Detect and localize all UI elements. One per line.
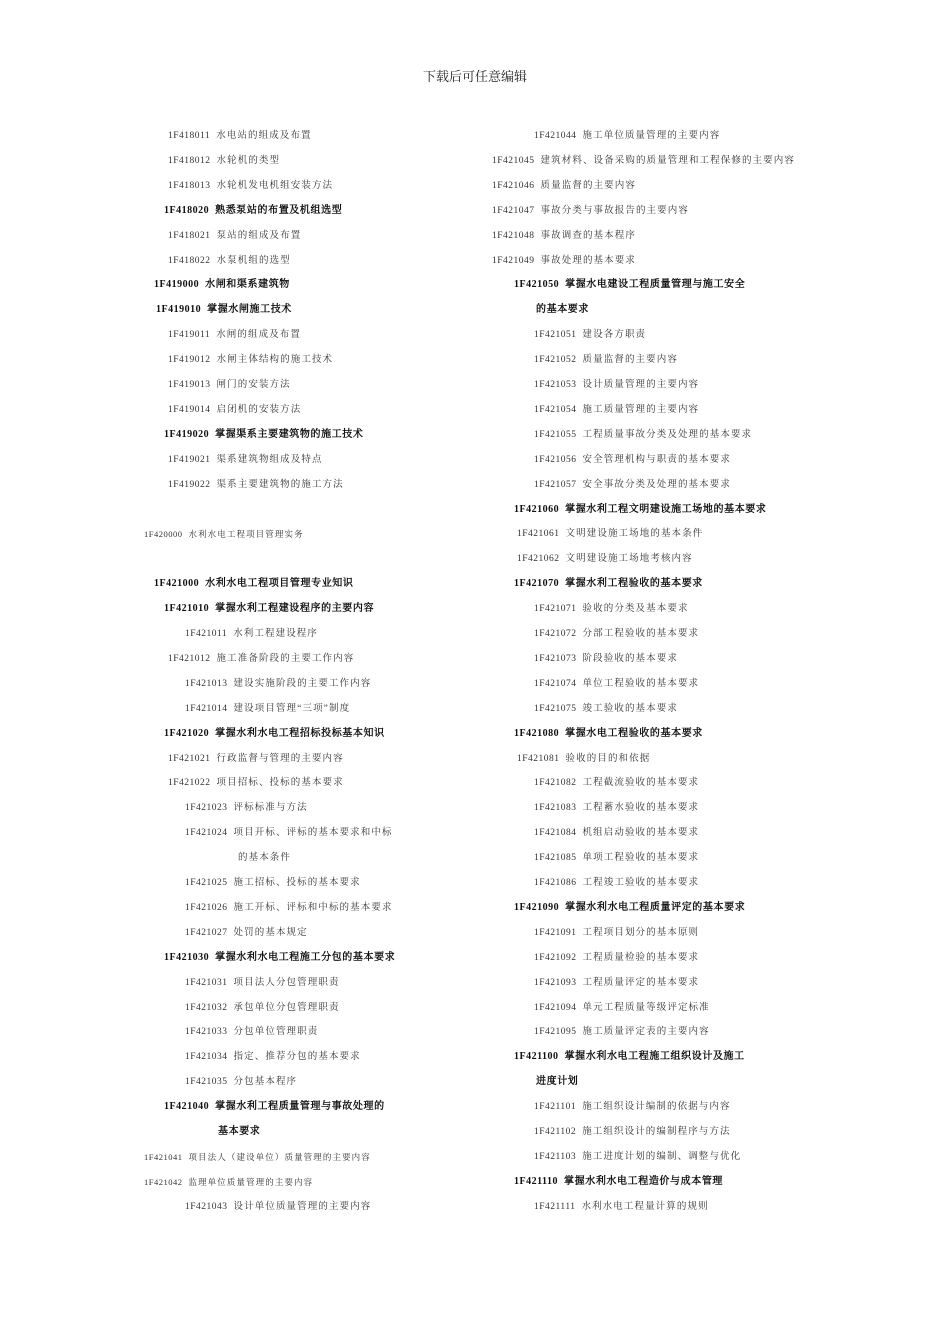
section-code: 1F421103 <box>534 1151 577 1162</box>
section-code: 1F419000 <box>154 279 200 291</box>
section-title: 建筑材料、设备采购的质量管理和工程保修的主要内容 <box>540 155 795 166</box>
right-outline-line <box>534 452 731 468</box>
section-title: 行政监督与管理的主要内容 <box>216 753 344 764</box>
right-outline-line <box>492 153 795 169</box>
section-title: 掌握水利水电工程招标投标基本知识 <box>215 727 385 739</box>
left-outline-line <box>144 526 304 542</box>
section-title: 施工质量管理的主要内容 <box>582 404 700 415</box>
section-code: 1F420000 <box>144 529 183 540</box>
section-code: 1F419022 <box>168 479 211 490</box>
right-outline-line <box>534 651 678 667</box>
section-title: 的基本要求 <box>536 304 589 316</box>
section-code: 1F421093 <box>534 977 577 988</box>
left-outline-line <box>185 925 308 941</box>
section-title: 事故调查的基本程序 <box>540 230 636 241</box>
right-outline-line <box>534 975 699 991</box>
section-title: 施工组织设计的编制程序与方法 <box>582 1127 731 1137</box>
right-outline-line <box>517 751 650 767</box>
section-code: 1F421110 <box>514 1175 559 1187</box>
section-code: 1F421052 <box>534 355 577 366</box>
left-outline-line <box>164 427 364 443</box>
section-code: 1F421023 <box>185 803 228 814</box>
left-outline-line <box>168 128 312 144</box>
left-outline-line <box>164 950 395 966</box>
section-title: 熟悉泵站的布置及机组选型 <box>215 204 343 216</box>
right-outline-line <box>534 950 699 966</box>
section-code: 1F421032 <box>185 1002 228 1013</box>
section-title: 分部工程验收的基本要求 <box>582 629 700 639</box>
section-code: 1F421020 <box>164 727 210 739</box>
section-title: 工程质量评定的基本要求 <box>582 977 700 988</box>
section-code: 1F421091 <box>534 927 577 938</box>
right-outline-line <box>534 1124 731 1140</box>
left-outline-line <box>168 327 301 343</box>
section-title: 评标标准与方法 <box>233 803 308 814</box>
section-code: 1F418012 <box>168 155 211 166</box>
right-outline-line <box>492 253 636 269</box>
section-title: 水闸的组成及布置 <box>216 330 301 341</box>
right-outline-line <box>536 1074 578 1090</box>
left-outline-line <box>168 775 344 791</box>
section-title: 掌握水电建设工程质量管理与施工安全 <box>565 279 746 291</box>
section-code: 1F421049 <box>492 255 535 266</box>
right-outline-line <box>492 178 636 194</box>
section-code: 1F421046 <box>492 180 535 191</box>
section-title: 项目法人（建设单位）质量管理的主要内容 <box>188 1151 371 1162</box>
section-title: 安全事故分类及处理的基本要求 <box>582 479 731 490</box>
section-title: 建设实施阶段的主要工作内容 <box>233 678 372 689</box>
section-code: 1F421057 <box>534 479 577 490</box>
section-title: 水泵机组的选型 <box>216 255 291 266</box>
right-outline-line <box>514 900 745 916</box>
left-outline-line <box>156 302 292 318</box>
left-outline-line <box>168 153 280 169</box>
right-outline-line <box>514 502 767 518</box>
section-code: 1F421072 <box>534 629 577 639</box>
section-title: 掌握渠系主要建筑物的施工技术 <box>215 428 364 440</box>
section-code: 1F421048 <box>492 230 535 241</box>
section-code: 1F421011 <box>185 629 228 639</box>
section-title: 泵站的组成及布置 <box>216 230 302 241</box>
section-title: 水闸主体结构的施工技术 <box>216 355 334 366</box>
left-outline-line <box>185 800 308 816</box>
right-outline-line <box>514 726 703 742</box>
section-title: 质量监督的主要内容 <box>540 180 636 191</box>
section-title: 施工开标、评标和中标的基本要求 <box>233 902 393 913</box>
left-outline-line <box>168 651 354 667</box>
section-title: 竣工验收的基本要求 <box>582 703 678 714</box>
left-outline-line <box>168 228 301 244</box>
section-title: 施工组织设计编制的依据与内容 <box>582 1102 731 1113</box>
section-code: 1F419014 <box>168 404 211 415</box>
right-outline-line <box>517 551 693 567</box>
section-code: 1F421062 <box>517 554 560 565</box>
page-header: 下载后可任意编辑 <box>422 69 527 84</box>
section-code: 1F421040 <box>164 1101 210 1113</box>
section-code: 1F421085 <box>534 853 577 864</box>
section-code: 1F421055 <box>534 429 577 440</box>
section-title: 的基本条件 <box>238 853 292 864</box>
section-code: 1F421071 <box>534 604 577 615</box>
section-title: 项目开标、评标的基本要求和中标 <box>233 828 393 839</box>
section-title: 掌握水电工程验收的基本要求 <box>565 727 703 739</box>
section-title: 工程质量事故分类及处理的基本要求 <box>582 429 753 440</box>
section-code: 1F421045 <box>492 155 535 166</box>
section-title: 承包单位分包管理职责 <box>233 1002 340 1013</box>
section-title: 事故处理的基本要求 <box>540 255 636 266</box>
section-code: 1F421090 <box>514 901 560 913</box>
section-code: 1F421100 <box>514 1051 559 1063</box>
section-code: 1F421054 <box>534 404 577 415</box>
right-outline-line <box>534 1099 731 1115</box>
section-code: 1F419011 <box>168 330 211 341</box>
section-title: 施工单位质量管理的主要内容 <box>582 131 721 141</box>
section-code: 1F421073 <box>534 653 577 664</box>
section-title: 工程项目划分的基本原则 <box>582 927 700 938</box>
left-outline-line <box>164 726 385 742</box>
section-title: 掌握水利工程验收的基本要求 <box>565 578 703 590</box>
section-code: 1F421000 <box>154 578 200 590</box>
right-outline-line <box>534 427 752 443</box>
right-outline-line <box>534 1149 741 1165</box>
section-title: 文明建设施工场地考核内容 <box>565 554 693 565</box>
section-title: 掌握水利水电工程施工分包的基本要求 <box>215 951 396 963</box>
section-code: 1F421081 <box>517 753 560 764</box>
left-outline-line <box>185 1000 340 1016</box>
left-outline-line <box>168 253 291 269</box>
section-code: 1F421041 <box>144 1151 183 1162</box>
section-code: 1F421043 <box>185 1201 228 1212</box>
left-outline-line <box>185 1199 371 1215</box>
section-code: 1F421061 <box>517 529 560 540</box>
right-outline-line <box>514 277 745 293</box>
left-outline-line <box>185 1074 297 1090</box>
section-code: 1F421075 <box>534 703 577 714</box>
section-title: 水轮机的类型 <box>216 155 281 166</box>
section-code: 1F421042 <box>144 1176 183 1187</box>
section-title: 掌握水利工程质量管理与事故处理的 <box>215 1101 385 1113</box>
section-title: 水利水电工程项目管理实务 <box>188 529 304 540</box>
section-code: 1F421094 <box>534 1002 577 1013</box>
section-code: 1F421053 <box>534 380 577 390</box>
section-title: 监理单位质量管理的主要内容 <box>188 1176 314 1187</box>
right-outline-line <box>534 327 646 343</box>
section-code: 1F421083 <box>534 803 577 814</box>
right-outline-line <box>517 526 703 542</box>
section-code: 1F419021 <box>168 454 211 465</box>
right-outline-line <box>534 1000 710 1016</box>
section-title: 建设各方职责 <box>582 330 647 341</box>
section-title: 工程竣工验收的基本要求 <box>582 878 700 888</box>
section-title: 掌握水利工程建设程序的主要内容 <box>215 603 375 615</box>
section-title: 项目招标、投标的基本要求 <box>216 778 344 789</box>
section-title: 单位工程验收的基本要求 <box>582 678 700 689</box>
section-code: 1F421051 <box>534 330 577 341</box>
section-code: 1F421026 <box>185 902 228 913</box>
section-title: 渠系主要建筑物的施工方法 <box>216 479 344 490</box>
section-code: 1F421014 <box>185 703 228 714</box>
section-title: 质量监督的主要内容 <box>582 355 678 366</box>
section-title: 指定、推荐分包的基本要求 <box>233 1052 361 1063</box>
left-outline-line <box>164 203 342 219</box>
section-title: 机组启动验收的基本要求 <box>582 828 700 839</box>
left-outline-line <box>185 676 371 692</box>
section-title: 施工准备阶段的主要工作内容 <box>216 653 355 664</box>
section-title: 水利水电工程项目管理专业知识 <box>205 578 354 590</box>
section-code: 1F421021 <box>168 753 211 764</box>
right-outline-line <box>536 302 589 318</box>
section-code: 1F421013 <box>185 678 228 689</box>
section-title: 水轮机发电机组安装方法 <box>216 180 334 191</box>
left-outline-line <box>168 178 333 194</box>
section-title: 工程蓄水验收的基本要求 <box>582 803 700 814</box>
section-code: 1F421095 <box>534 1027 577 1038</box>
left-outline-line <box>154 277 290 293</box>
section-title: 启闭机的安装方法 <box>216 404 302 415</box>
section-code: 1F421012 <box>168 653 211 664</box>
section-title: 工程质量检验的基本要求 <box>582 952 700 963</box>
right-outline-line <box>534 701 678 717</box>
section-title: 掌握水利水电工程施工组织设计及施工 <box>564 1051 745 1063</box>
section-code: 1F419020 <box>164 428 210 440</box>
left-outline-line <box>168 377 291 393</box>
left-outline-line <box>185 626 318 642</box>
left-outline-line <box>185 1049 361 1065</box>
section-code: 1F421082 <box>534 778 577 789</box>
right-outline-line <box>534 925 699 941</box>
section-code: 1F419012 <box>168 355 211 366</box>
section-code: 1F421070 <box>514 578 560 590</box>
section-code: 1F419013 <box>168 380 211 390</box>
section-title: 渠系建筑物组成及特点 <box>216 454 323 465</box>
section-code: 1F421044 <box>534 131 577 141</box>
section-title: 单项工程验收的基本要求 <box>582 853 700 864</box>
section-title: 闸门的安装方法 <box>216 380 291 390</box>
section-title: 施工进度计划的编制、调整与优化 <box>582 1151 742 1162</box>
section-title: 水电站的组成及布置 <box>216 131 312 141</box>
section-title: 验收的分类及基本要求 <box>582 604 689 615</box>
section-title: 施工质量评定表的主要内容 <box>582 1027 710 1038</box>
section-code: 1F421031 <box>185 977 228 988</box>
right-outline-line <box>534 875 699 891</box>
section-code: 1F421080 <box>514 727 560 739</box>
right-outline-line <box>534 626 699 642</box>
section-code: 1F418021 <box>168 230 211 241</box>
section-title: 水闸和渠系建筑物 <box>205 279 290 291</box>
section-title: 施工招标、投标的基本要求 <box>233 878 361 888</box>
section-code: 1F421022 <box>168 778 211 789</box>
left-outline-line <box>185 825 393 841</box>
section-code: 1F421056 <box>534 454 577 465</box>
right-outline-line <box>534 676 699 692</box>
section-code: 1F421050 <box>514 279 560 291</box>
left-outline-line <box>185 1024 318 1040</box>
section-title: 掌握水闸施工技术 <box>207 304 292 316</box>
left-outline-line <box>168 477 344 493</box>
section-code: 1F421035 <box>185 1077 228 1088</box>
section-code: 1F418011 <box>168 131 211 141</box>
left-outline-line <box>144 1174 313 1190</box>
section-code: 1F421060 <box>514 503 560 515</box>
left-outline-line <box>218 1124 260 1140</box>
section-code: 1F421025 <box>185 878 228 888</box>
section-title: 项目法人分包管理职责 <box>233 977 340 988</box>
section-title: 验收的目的和依据 <box>565 753 651 764</box>
left-outline-line <box>185 875 361 891</box>
section-title: 掌握水利水电工程造价与成本管理 <box>564 1175 724 1187</box>
section-title: 建设项目管理“三项”制度 <box>233 703 351 714</box>
section-code: 1F419010 <box>156 304 202 316</box>
left-outline-line <box>238 850 291 866</box>
right-outline-line <box>534 825 699 841</box>
section-title: 掌握水利水电工程质量评定的基本要求 <box>565 901 746 913</box>
section-code: 1F421074 <box>534 678 577 689</box>
section-title: 掌握水利工程文明建设施工场地的基本要求 <box>565 503 767 515</box>
left-outline-line <box>168 751 344 767</box>
section-title: 设计单位质量管理的主要内容 <box>233 1201 372 1212</box>
right-outline-line <box>534 800 699 816</box>
section-code: 1F421047 <box>492 205 535 216</box>
right-outline-line <box>534 377 699 393</box>
right-outline-line <box>534 601 689 617</box>
section-code: 1F421101 <box>534 1102 577 1113</box>
section-title: 基本要求 <box>218 1126 261 1137</box>
left-outline-line <box>185 900 393 916</box>
section-code: 1F421010 <box>164 603 210 615</box>
right-outline-line <box>514 1174 723 1190</box>
section-title: 水利工程建设程序 <box>233 629 318 639</box>
left-outline-line <box>154 576 354 592</box>
left-outline-line <box>164 1099 385 1115</box>
section-code: 1F421030 <box>164 951 210 963</box>
left-outline-line <box>164 601 374 617</box>
right-outline-line <box>534 402 699 418</box>
right-outline-line <box>534 1024 710 1040</box>
section-title: 单元工程质量等级评定标准 <box>582 1002 710 1013</box>
right-outline-line <box>534 128 720 144</box>
section-code: 1F421092 <box>534 952 577 963</box>
right-outline-line <box>514 1049 745 1065</box>
section-code: 1F421027 <box>185 927 228 938</box>
right-outline-line <box>534 352 678 368</box>
section-code: 1F421084 <box>534 828 577 839</box>
section-code: 1F421102 <box>534 1127 577 1137</box>
right-outline-line <box>492 228 636 244</box>
section-title: 设计质量管理的主要内容 <box>582 380 700 390</box>
left-outline-line <box>185 701 350 717</box>
section-code: 1F418013 <box>168 180 211 191</box>
section-code: 1F421024 <box>185 828 228 839</box>
section-title: 阶段验收的基本要求 <box>582 653 678 664</box>
section-code: 1F418022 <box>168 255 211 266</box>
section-code: 1F421111 <box>534 1201 576 1212</box>
right-outline-line <box>514 576 703 592</box>
section-code: 1F421033 <box>185 1027 228 1038</box>
section-title: 处罚的基本规定 <box>233 927 308 938</box>
right-outline-line <box>534 775 699 791</box>
right-outline-line <box>534 477 731 493</box>
section-title: 分包单位管理职责 <box>233 1027 319 1038</box>
section-title: 分包基本程序 <box>233 1077 298 1088</box>
left-outline-line <box>185 975 340 991</box>
section-title: 安全管理机构与职责的基本要求 <box>582 454 731 465</box>
section-title: 文明建设施工场地的基本条件 <box>565 529 704 540</box>
left-outline-line <box>168 352 333 368</box>
section-title: 进度计划 <box>536 1076 579 1088</box>
section-code: 1F421086 <box>534 878 577 888</box>
section-title: 事故分类与事故报告的主要内容 <box>540 205 689 216</box>
left-outline-line <box>168 452 323 468</box>
right-outline-line <box>534 850 699 866</box>
left-outline-line <box>168 402 301 418</box>
right-outline-line <box>492 203 689 219</box>
section-title: 水利水电工程量计算的规则 <box>581 1201 709 1212</box>
right-outline-line <box>534 1199 709 1215</box>
section-title: 工程截流验收的基本要求 <box>582 778 700 789</box>
section-code: 1F418020 <box>164 204 210 216</box>
section-code: 1F421034 <box>185 1052 228 1063</box>
left-outline-line <box>144 1149 371 1165</box>
